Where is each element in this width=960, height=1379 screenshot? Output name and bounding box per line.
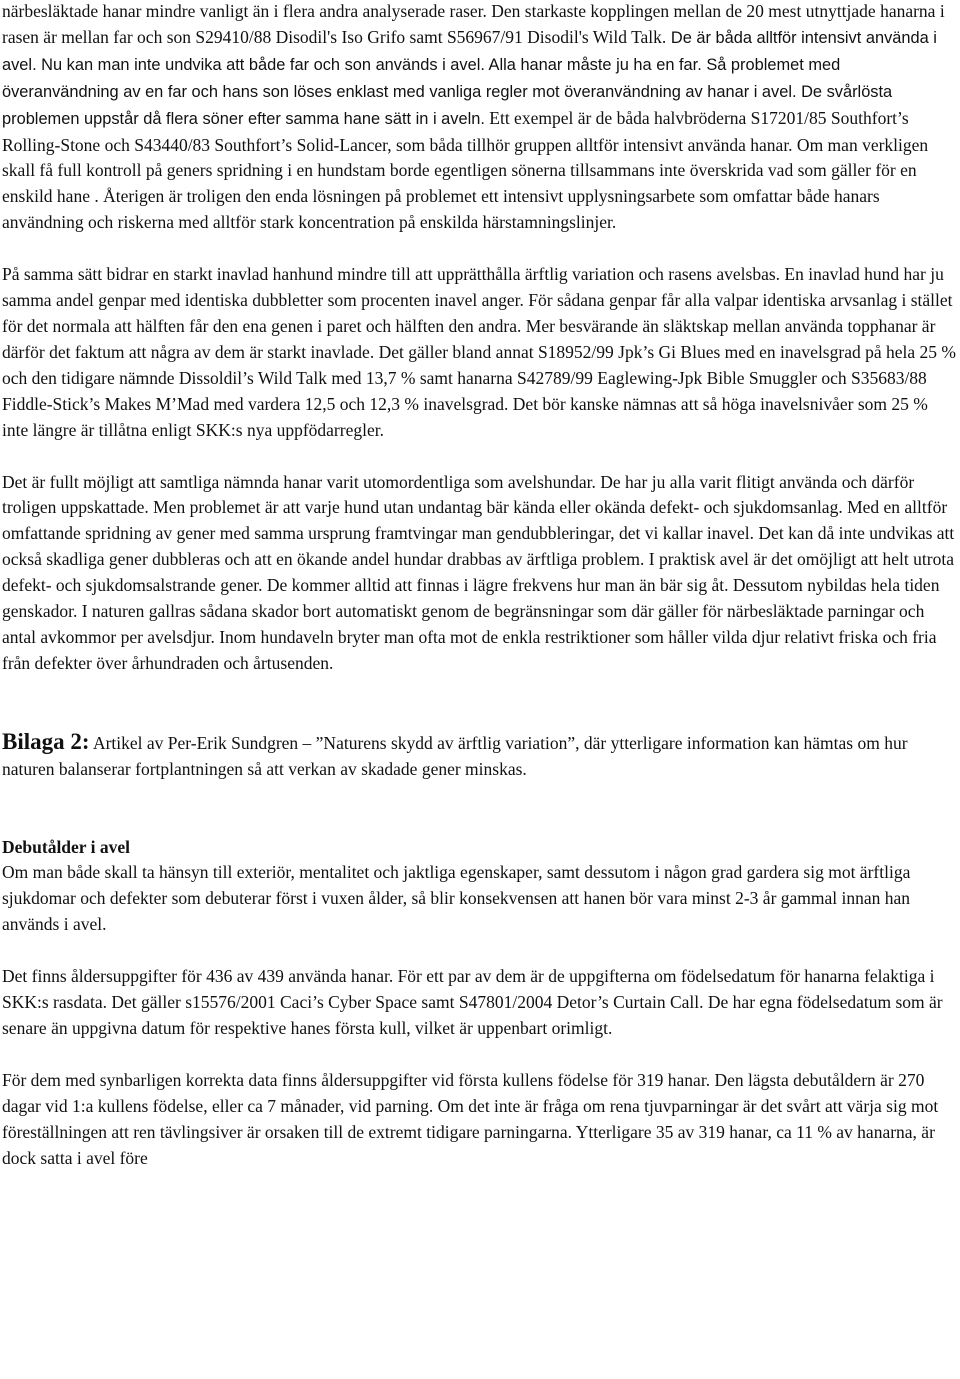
- section-heading: Debutålder i avel: [2, 836, 131, 857]
- appendix-text: Artikel av Per-Erik Sundgren – ”Naturens skydd av ärftlig variation”, där ytterligare information kan hämtas om hur naturen balanserar fortplantningen så att verkan av skadade gener minskas.: [2, 732, 908, 779]
- paragraph-inbred-sires: På samma sätt bidrar en starkt inavlad hanhund mindre till att upprätthålla ärftlig variation och rasens avelsbas. En inavlad hund har ju samma andel genpar med identiska dubbletter som procenten inavel anger. För sådana genpar får alla valpar identiska arvsanlag i stället för det normala att hälften får den ena genen i paret och hälften den andra. Mer besvärande än släktskap mellan använda topphanar är därför det faktum att några av dem är starkt inavlade. Det gäller bland annat S18952/99 Jpk’s Gi Blues med en inavelsgrad på hela 25 % och den tidigare nämnde Dissoldil’s Wild Talk med 13,7 % samt hanarna S42789/99 Eaglewing-Jpk Bible Smuggler och S35683/88 Fiddle-Stick’s Makes M’Mad med vardera 12,5 och 12,3 % inavelsgrad. Det bör kanske nämnas att så höga inavelsnivåer som 25 % inte längre är tillåtna enligt SKK:s nya uppfödarregler.: [2, 264, 956, 440]
- document-page: [2, 0, 957, 1172]
- paragraph-text-tail: Ett exempel är de båda halvbröderna S17201/85 Southfort’s Rolling-Stone och S43440/83 Southfort’s Solid-Lancer, som båda tillhör gruppen alltför intensivt använda hanar. Om man verkligen skall få full kontroll på geners spridning i en hundstam borde egentligen sönerna tillsammans inte överskrida vad som gäller för en enskild hane . Återigen är troligen den enda lösningen på problemet ett intensivt upplysningsarbete som omfattar både hanars användning och riskerna med alltför stark koncentration på enskilda härstamningslinjer.: [2, 107, 929, 233]
- section-paragraph-debut-age: För dem med synbarligen korrekta data finns åldersuppgifter vid första kullens födelse för 319 hanar. Den lägsta debutåldern är 270 dagar vid 1:a kullens födelse, eller ca 7 månader, vid parning. Om det inte är fråga om rena tjuvparningar är det svårt att värja sig mot föreställningen att ren tävlingsiver är orsaken till de extremt tidigare parningarna. Ytterligare 35 av 319 hanar, ca 11 % av hanarna, är dock satta i avel före: [2, 1069, 939, 1168]
- paragraph-breeding-dogs: Det är fullt möjligt att samtliga nämnda hanar varit utomordentliga som avelshundar. De har ju alla varit flitigt använda och därför troligen uppskattade. Men problemet är att varje hund utan undantag bär kända eller okända defekt- och sjukdomsanlag. Med en alltför omfattande spridning av gener med samma ursprung framtvingar man gendubbleringar, det vi kallar inavel. Det kan då inte undvikas att också skadliga gener dubbleras och att en ökande andel hundar drabbas av ärftliga problem. I praktisk avel är det omöjligt att helt utrota defekt- och sjukdomsalstrande gener. De kommer alltid att finnas i lägre frekvens hur man än bär sig åt. Dessutom nybildas hela tiden genskador. I naturen gallras sådana skador bort automatiskt genom de begränsningar som där gäller för närbesläktade parningar och antal avkommor per avelsdjur. Inom hundaveln bryter man ofta mot de enkla restriktioner som håller vilda djur relativt friska och fria från defekter över århundraden och årtusenden.: [2, 471, 955, 673]
- paragraph-text-sans: De är båda alltför intensivt använda i avel. Nu kan man inte undvika att både far och son används i avel. Alla hanar måste ju ha en far. Så problemet med överanvändning av en far och hans son löses enklast med vanliga regler mot överanvändning av hanar i avel. De svårlösta problemen uppstår då flera söner efter samma hane sätt in i aveln.: [2, 28, 937, 128]
- paragraph-text: närbesläktade hanar mindre vanligt än i flera andra analyserade raser. Den starkaste kopplingen mellan de 20 mest utnyttjade hanarna i rasen är mellan far och son S29410/88 Disodil's Iso Grifo samt S56967/91 Disodil's Wild Talk.: [2, 1, 945, 47]
- section-paragraph: Om man både skall ta hänsyn till exteriör, mentalitet och jaktliga egenskaper, samt dessutom i någon grad gardera sig mot ärftliga sjukdomar och defekter som debuterar först i vuxen ålder, så blir konsekvensen att hanen bör vara minst 2-3 år gammal innan han används i avel.: [2, 862, 911, 935]
- section-debut-age: [2, 835, 957, 939]
- section-paragraph-age-data: Det finns åldersuppgifter för 436 av 439 använda hanar. För ett par av dem är de uppgifterna om födelsedatum för hanarna felaktiga i SKK:s rasdata. Det gäller s15576/2001 Caci’s Cyber Space samt S47801/2004 Detor’s Curtain Call. De har egna födelsedatum som är senare än uppgivna datum för respektive hanes första kull, vilket är uppenbart orimligt.: [2, 966, 943, 1038]
- appendix-reference: [2, 729, 957, 783]
- paragraph-sire-son-coupling: [2, 0, 957, 236]
- appendix-label: Bilaga 2:: [2, 728, 90, 754]
